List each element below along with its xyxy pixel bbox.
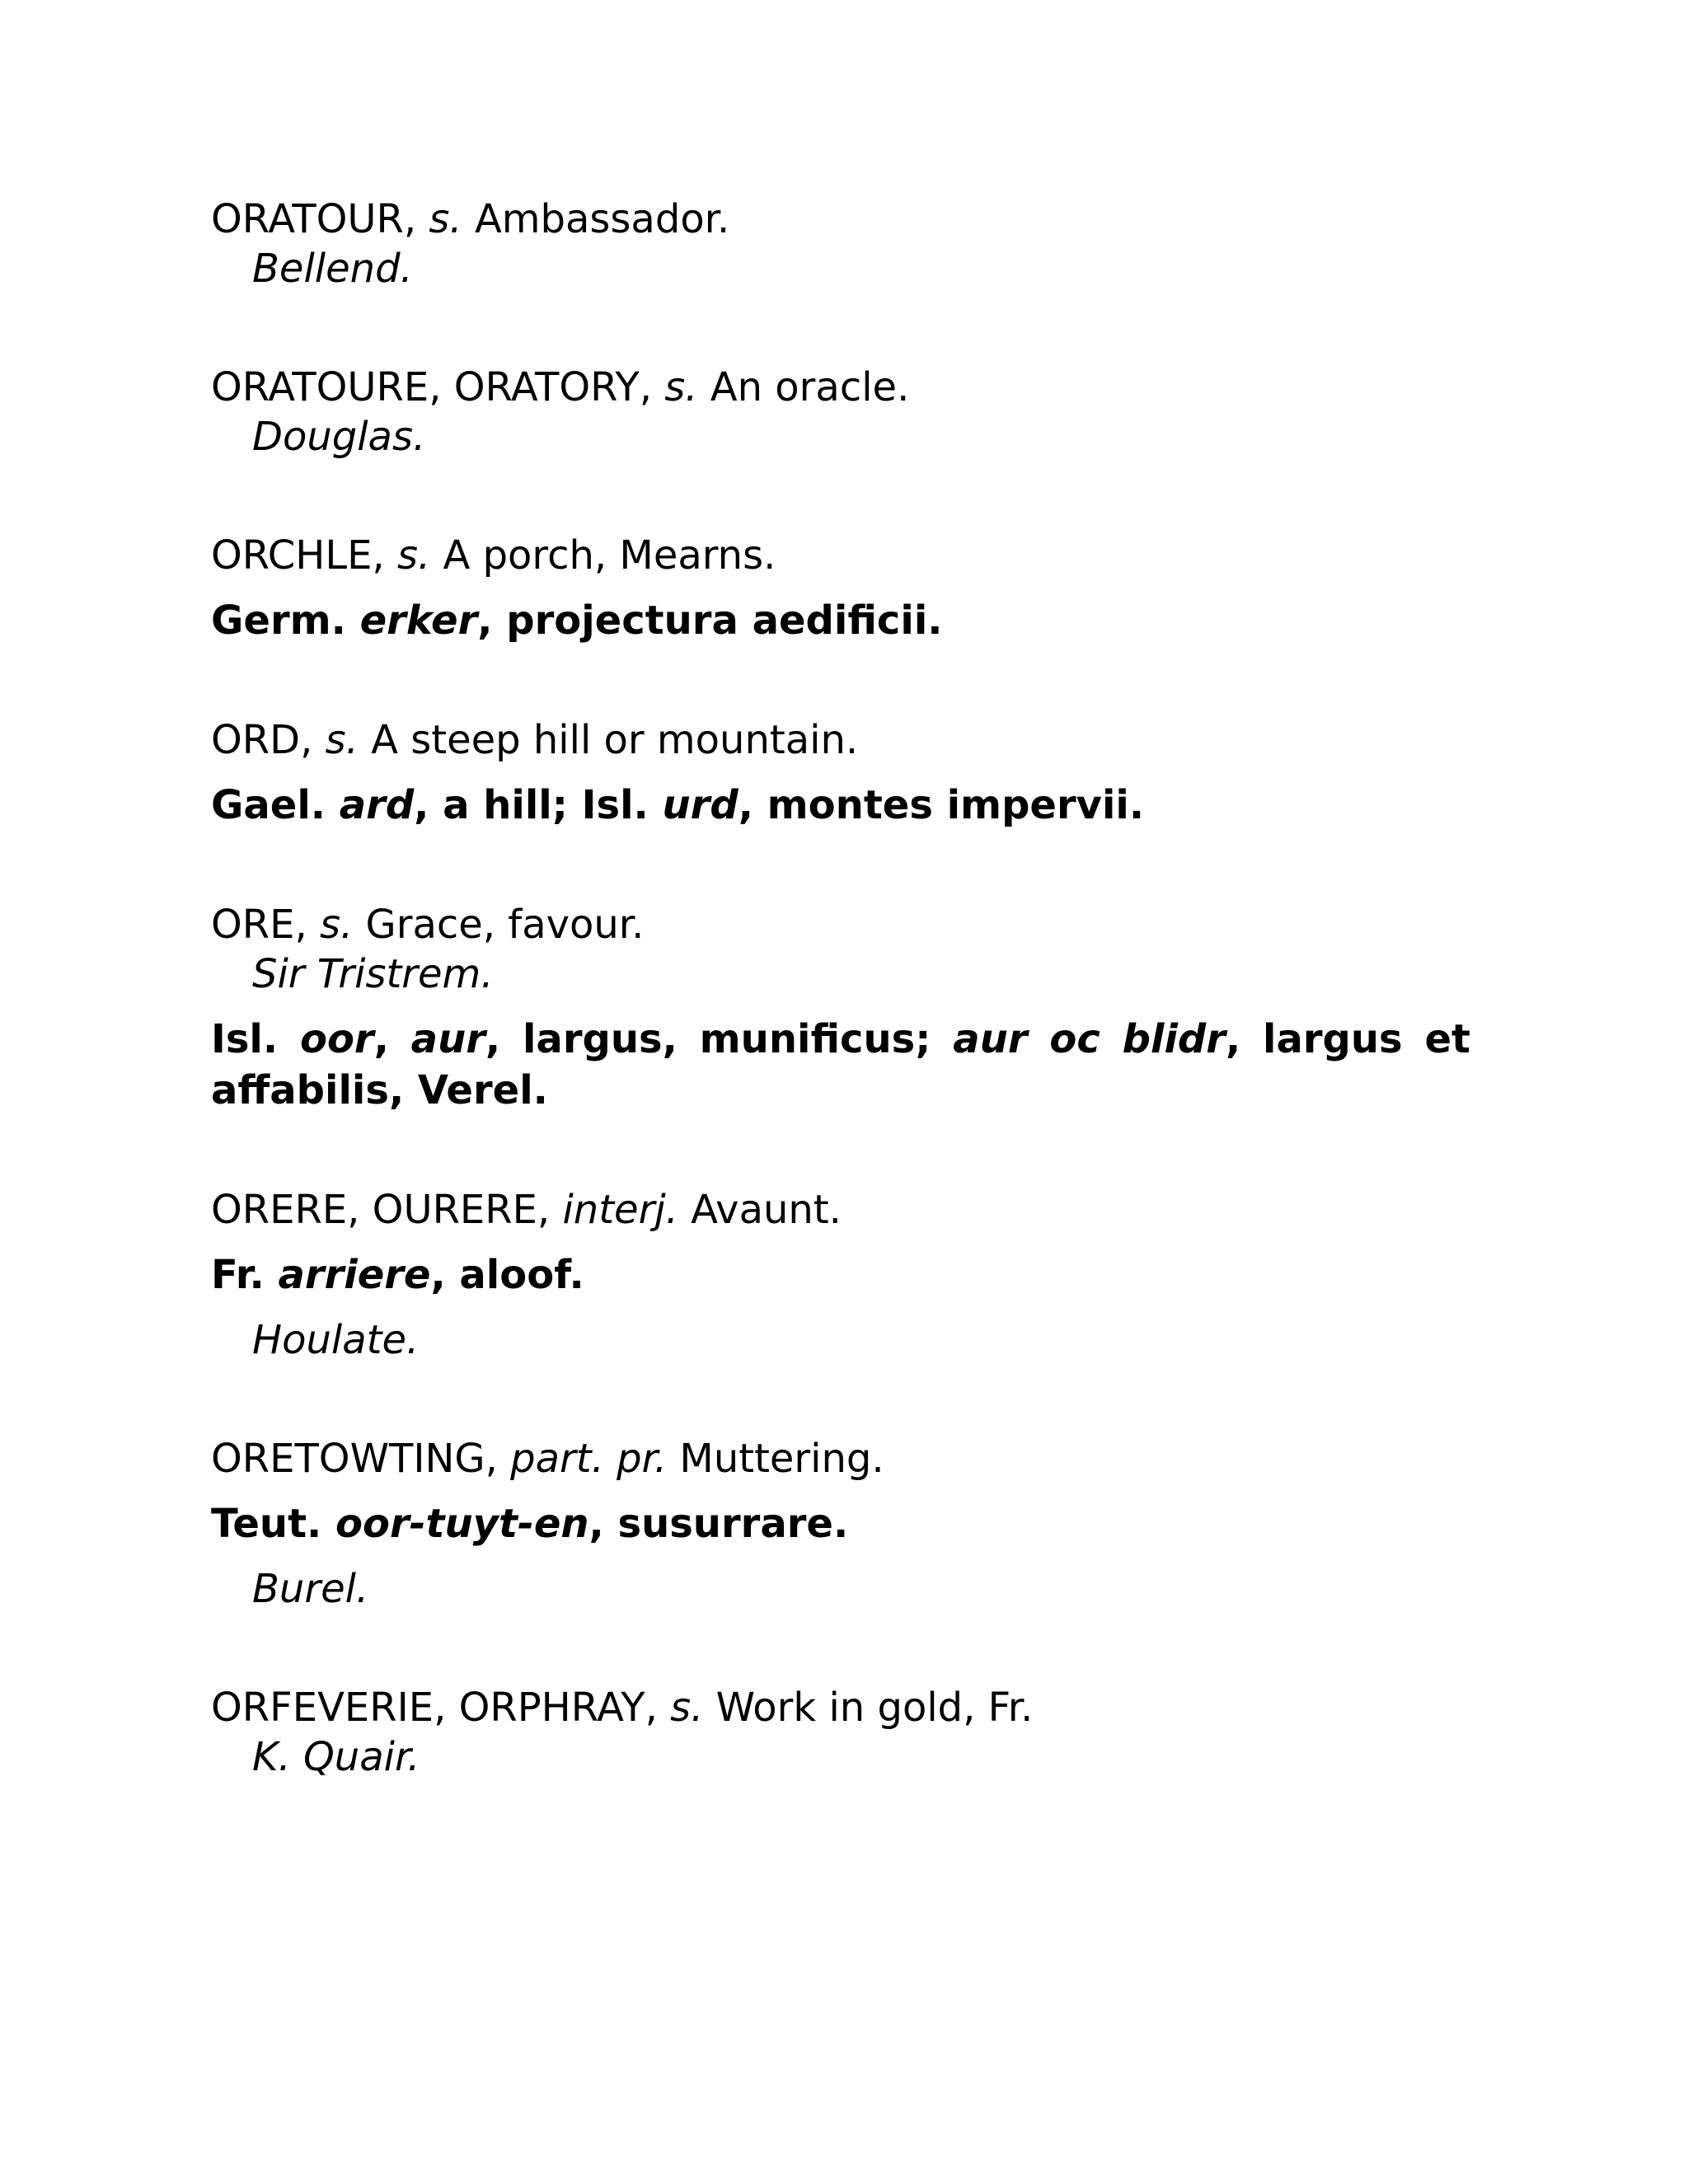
part-of-speech: s. [429, 196, 462, 242]
etymology-text: , largus et affabilis, Verel. [211, 1016, 1470, 1113]
part-of-speech: s. [396, 532, 431, 579]
citation: Bellend. [252, 246, 413, 292]
etymology-text: , aloof. [430, 1252, 584, 1298]
entry-oretowting [211, 1434, 1470, 1614]
etymology-word: urd [662, 782, 738, 828]
citation: Houlate. [252, 1317, 420, 1363]
dictionary-page [211, 194, 1470, 1851]
entry-headline [211, 1185, 1470, 1235]
etymology-word: arriere [278, 1252, 431, 1298]
etymology-word: ard [339, 782, 415, 828]
entry-oratour [211, 194, 1470, 293]
citation: Sir Tristrem. [252, 951, 494, 997]
headword: ORD, [211, 717, 313, 763]
etymology [211, 595, 1470, 646]
entry-headline [211, 1434, 1470, 1483]
etymology-text: Fr. [211, 1252, 265, 1298]
etymology-text: , [373, 1016, 389, 1062]
etymology [211, 1498, 1470, 1549]
part-of-speech: s. [325, 717, 359, 763]
definition: Ambassador. [474, 196, 730, 242]
etymology-text: Gael. [211, 782, 326, 828]
definition: A steep hill or mountain. [371, 717, 859, 763]
citation: K. Quair. [252, 1734, 420, 1780]
citation: Douglas. [252, 414, 426, 460]
etymology-text: Teut. [211, 1501, 322, 1547]
etymology-word: aur [410, 1016, 485, 1062]
etymology-word: erker [359, 598, 478, 644]
entry-headline [211, 363, 1470, 412]
entry-ord [211, 715, 1470, 831]
etymology-word: aur oc blidr [953, 1016, 1226, 1062]
etymology-text: , a hill; Isl. [414, 782, 649, 828]
citation: Burel. [252, 1566, 369, 1612]
etymology-text: Isl. [211, 1016, 279, 1062]
definition: Work in gold, Fr. [715, 1685, 1034, 1731]
part-of-speech: s. [670, 1685, 704, 1731]
headword: ORE, [211, 902, 307, 948]
definition: Muttering. [679, 1436, 884, 1482]
definition: Avaunt. [691, 1187, 842, 1233]
etymology-text: , montes impervii. [738, 782, 1145, 828]
part-of-speech: part. pr. [510, 1436, 668, 1482]
etymology-word: oor-tuyt-en [335, 1501, 589, 1547]
etymology [211, 1249, 1470, 1301]
etymology-text: , projectura aedificii. [477, 598, 943, 644]
etymology-text: , largus, munificus; [485, 1016, 931, 1062]
entry-oratoure [211, 363, 1470, 462]
etymology-text: Germ. [211, 598, 346, 644]
definition: An oracle. [710, 364, 910, 410]
entry-ore [211, 900, 1470, 1116]
etymology-word: oor [299, 1016, 374, 1062]
entry-headline [211, 900, 1470, 949]
etymology-text: , susurrare. [588, 1501, 849, 1547]
headword: ORATOURE, ORATORY, [211, 364, 652, 410]
definition: Grace, favour. [365, 902, 645, 948]
entry-orere [211, 1185, 1470, 1365]
part-of-speech: s. [664, 364, 698, 410]
etymology [211, 1014, 1470, 1116]
headword: ORERE, OURERE, [211, 1187, 551, 1233]
part-of-speech: interj. [562, 1187, 678, 1233]
entry-headline [211, 194, 1470, 244]
entry-headline [211, 1683, 1470, 1732]
entry-orfeverie [211, 1683, 1470, 1782]
etymology [211, 780, 1470, 831]
entry-orchle [211, 531, 1470, 646]
entry-headline [211, 715, 1470, 765]
headword: ORATOUR, [211, 196, 417, 242]
headword: ORFEVERIE, ORPHRAY, [211, 1685, 658, 1731]
definition: A porch, Mearns. [443, 532, 776, 579]
entry-headline [211, 531, 1470, 580]
headword: ORCHLE, [211, 532, 385, 579]
headword: ORETOWTING, [211, 1436, 498, 1482]
part-of-speech: s. [319, 902, 354, 948]
